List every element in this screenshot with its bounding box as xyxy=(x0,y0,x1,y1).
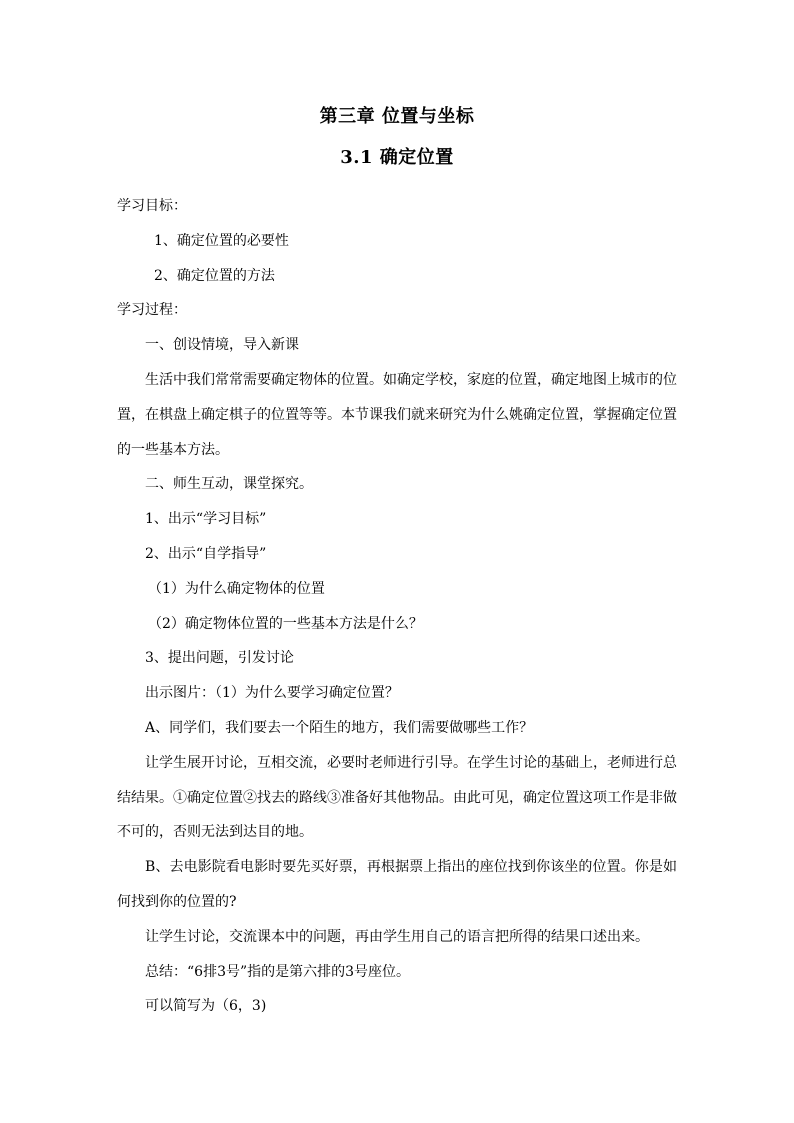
summary-line: 总结：“6排3号”指的是第六排的3号座位。 xyxy=(145,963,411,980)
goal-item-2: 2、确定位置的方法 xyxy=(154,267,275,284)
step-3: 3、提出问题，引发讨论 xyxy=(145,650,294,667)
step-2: 2、出示“自学指导” xyxy=(145,545,267,562)
heading-learning-process: 学习过程： xyxy=(117,302,187,319)
guide-question-1: （1）为什么确定物体的位置 xyxy=(148,580,325,597)
goal-item-1: 1、确定位置的必要性 xyxy=(154,232,289,249)
section-two-heading: 二、师生互动，课堂探究。 xyxy=(145,476,313,493)
document-body xyxy=(117,189,677,1024)
show-picture-line: 出示图片：（1）为什么要学习确定位置？ xyxy=(145,685,399,702)
abbreviation-line: 可以简写为（6，3) xyxy=(145,998,267,1015)
discussion-paragraph-b: 让学生讨论，交流课本中的问题，再由学生用自己的语言把所得的结果口述出来。 xyxy=(145,928,649,945)
question-a: A、同学们，我们要去一个陌生的地方，我们需要做哪些工作？ xyxy=(145,719,534,736)
heading-learning-goals: 学习目标： xyxy=(117,198,187,214)
step-1: 1、出示“学习目标” xyxy=(145,511,267,528)
chapter-title: 第三章 位置与坐标 xyxy=(319,106,475,127)
intro-paragraph: 生活中我们常常需要确定物体的位置。如确定学校，家庭的位置，确定地图上城市的位置，在棋盘上确定棋子的位置等等。本节课我们就来研究为什么姚确定位置，掌握确定位置的一些基本方法。 xyxy=(117,371,677,458)
section-title: 3.1 确定位置 xyxy=(340,147,454,168)
guide-question-2: （2）确定物体位置的一些基本方法是什么？ xyxy=(148,615,423,632)
discussion-paragraph-a: 让学生展开讨论，互相交流，必要时老师进行引导。在学生讨论的基础上，老师进行总结结果。①确定位置②找去的路线③准备好其他物品。由此可见，确定位置这项工作是非做不可的，否则无法到达目的地。 xyxy=(117,754,677,841)
question-b: B、去电影院看电影时要先买好票，再根据票上指出的座位找到你该坐的位置。你是如何找到你的位置的? xyxy=(117,859,677,910)
section-one-heading: 一、创设情境，导入新课 xyxy=(145,337,299,354)
